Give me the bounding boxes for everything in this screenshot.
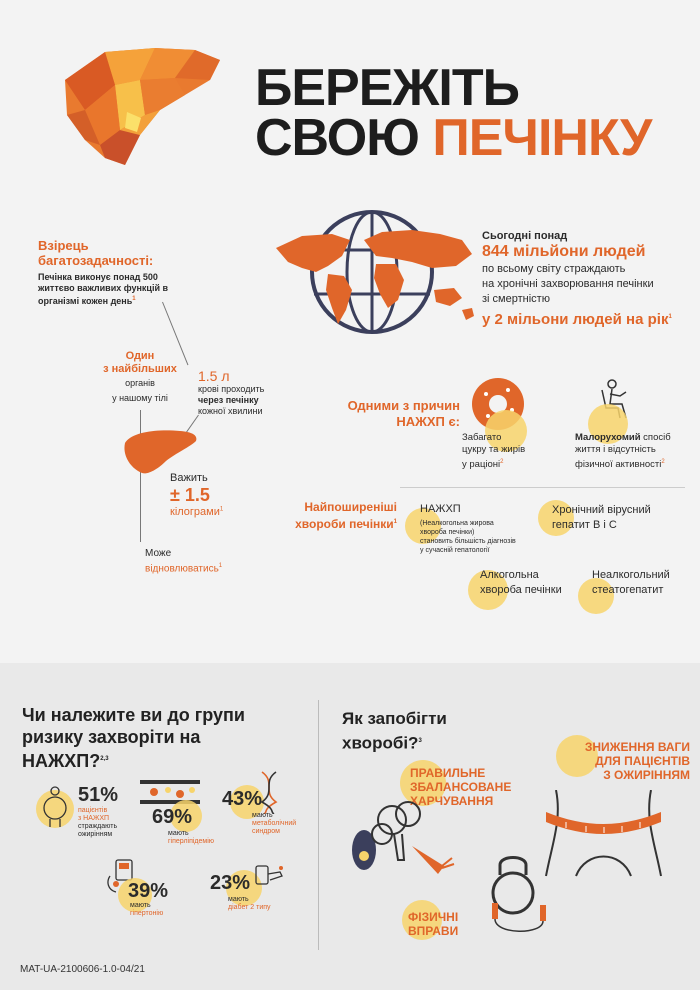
exercise-line-2: ВПРАВИ [408, 924, 459, 938]
world-line-6-text: у 2 мільони людей на рік [482, 311, 669, 328]
risk-title-1: Чи належите ви до групи [22, 705, 245, 725]
model-block [38, 238, 208, 307]
prevent-title-2-text: хворобі? [342, 733, 419, 753]
stat1-text [78, 807, 117, 839]
risk-title-block [22, 704, 312, 772]
diseases-title-2-text: хвороби печінки [295, 517, 394, 531]
weight-value: ± 1.5 [170, 485, 210, 505]
stat4-value: 39% [128, 880, 169, 902]
prevent-ref: 3 [418, 738, 422, 744]
stat4-text [130, 902, 163, 918]
world-line-1: Сьогодні понад [482, 230, 568, 242]
stat5-value: 23% [210, 872, 251, 894]
sugar-cause [462, 432, 552, 471]
vegetables-icon [342, 800, 462, 880]
stat4-text-2: гіпертонію [130, 910, 164, 917]
nafld-block [420, 502, 540, 555]
alcohol-line-1: Алкогольна [480, 569, 539, 581]
blood-line-3: кожної хвилини [198, 406, 263, 416]
risk-ref: 2,3 [100, 756, 109, 762]
weight-label: Важить [170, 472, 208, 484]
stat1-text-1: пацієнтів [78, 807, 108, 814]
exercise-label [408, 910, 458, 938]
risk-title-3 [22, 748, 312, 772]
world-line-5: зі смертністю [482, 293, 550, 305]
model-text-1: Печінка виконує понад 500 [38, 272, 158, 282]
title-word-pechinku: ПЕЧІНКУ [432, 109, 652, 167]
regen-block [145, 548, 265, 575]
nafld-desc-1: (Неалкогольна жирова [420, 520, 494, 527]
stat3-text [252, 812, 296, 836]
inactive-line-3-text: фізичної активності [575, 459, 662, 471]
diseases-ref: 1 [393, 519, 397, 525]
weight-unit-text: кілограми [170, 506, 220, 518]
diet-line-1: ПРАВИЛЬНЕ [410, 766, 486, 780]
title-line-1: БЕРЕЖІТЬ [255, 59, 520, 117]
prevent-title-2 [342, 730, 542, 755]
liver-logo-icon [45, 40, 230, 170]
inactive-line-1 [575, 432, 695, 444]
world-line-6 [482, 307, 697, 330]
largest-line-2: з найбільших [103, 363, 177, 375]
hepatitis-line-1: Хронічний вірусний [552, 504, 651, 516]
nafld-desc-3: становить більшість діагнозів [420, 538, 516, 545]
kettlebell-icon [478, 855, 568, 935]
inactive-line-2: життя і відсутність [575, 444, 656, 455]
stat2-text-2: гіперліпідемію [168, 838, 215, 845]
model-text-3 [38, 294, 208, 307]
stat4-text-1: мають [130, 902, 151, 909]
weight-loss-line-2: ДЛЯ ПАЦІЄНТІВ [595, 754, 690, 768]
glucose-finger-icon [254, 862, 284, 888]
hepatitis-line-2: гепатит В і С [552, 519, 617, 531]
model-ref: 1 [132, 296, 136, 302]
sugar-line-2: цукру та жирів [462, 444, 526, 455]
model-title-2: багатозадачності: [38, 253, 154, 268]
sugar-line-1: Забагато [462, 432, 502, 443]
world-globe-icon [272, 210, 477, 335]
stat3-text-2: метаболічний [252, 820, 297, 827]
weight-loss-label [560, 740, 690, 782]
regen-line-2 [145, 560, 265, 575]
bottom-divider [318, 700, 319, 950]
stat5-text-1: мають [228, 896, 249, 903]
diet-line-3: ХАРЧУВАННЯ [410, 794, 494, 808]
world-stats-block [482, 230, 697, 330]
stat3-value: 43% [222, 788, 263, 810]
stat2-text-1: мають [168, 830, 189, 837]
sugar-line-3 [462, 456, 552, 471]
obese-person-icon [40, 786, 70, 828]
weight-ref: 1 [219, 506, 224, 513]
alcohol-block [480, 568, 590, 598]
sugar-ref: 2 [500, 459, 504, 465]
inactive-line-1a: Малорухомий [575, 432, 641, 443]
blood-line-1: крові проходить [198, 384, 265, 394]
regen-ref: 1 [218, 563, 223, 569]
nash-line-2: стеатогепатит [592, 584, 664, 596]
nafld-title: НАЖХП [420, 503, 461, 515]
diet-line-2: ЗБАЛАНСОВАНЕ [410, 780, 512, 794]
stat1-text-3: страждають [78, 823, 118, 830]
largest-line-1: Один [125, 350, 155, 362]
stat2-text [168, 830, 214, 846]
title-word-svoyu: СВОЮ [255, 109, 419, 167]
nafld-desc-2: хвороба печінки) [420, 529, 475, 536]
inactive-ref: 2 [661, 459, 665, 465]
inactive-line-1b: спосіб [640, 432, 671, 443]
hepatitis-block [552, 503, 692, 533]
stat1-value: 51% [78, 784, 119, 806]
blood-line-2: через печінку [198, 395, 259, 405]
weight-loss-line-1: ЗНИЖЕННЯ ВАГИ [584, 740, 690, 754]
stat3-text-1: мають [252, 812, 273, 819]
model-text-2: життєво важливих функцій в [38, 283, 169, 293]
largest-line-3: органів [125, 378, 155, 388]
blood-value: 1.5 л [198, 368, 230, 384]
blood-block [198, 368, 298, 417]
liver-icon [120, 425, 200, 477]
stat1-text-4: ожирінням [78, 831, 113, 838]
exercise-line-1: ФІЗИЧНІ [408, 910, 459, 924]
model-text-3-text: організмі кожен день [38, 296, 133, 306]
regen-line-2-text: відновлюватись [145, 563, 219, 575]
stat1-text-2: з НАЖХП [78, 815, 110, 822]
world-ref: 1 [668, 314, 672, 320]
world-line-3: по всьому світу страждають [482, 263, 626, 275]
prevent-title-1: Як запобігти [342, 709, 447, 728]
stat5-text-2: діабет 2 типу [228, 904, 271, 911]
largest-line-4: у нашому тілі [112, 393, 168, 403]
diseases-title-1: Найпоширеніші [304, 500, 397, 514]
causes-title-1: Одними з причин [347, 398, 460, 413]
prevent-title-block [342, 708, 542, 755]
risk-title-3-text: НАЖХП? [22, 751, 101, 771]
connector-line-4 [140, 470, 141, 542]
nafld-desc-4: у сучасній гепатології [420, 547, 490, 554]
world-line-4: на хронічні захворювання печінки [482, 278, 654, 290]
regen-line-1: Може [145, 548, 172, 559]
stat3-text-3: синдром [252, 828, 280, 835]
causes-title-2: НАЖХП є: [396, 414, 460, 429]
model-title-1: Взірець [38, 238, 89, 253]
footer-code: MAT-UA-2100606-1.0-04/21 [20, 964, 145, 975]
sugar-line-3-text: у раціоні [462, 459, 501, 471]
risk-title-2: ризику захворіти на [22, 727, 201, 747]
causes-title-block [300, 398, 460, 430]
largest-block [80, 350, 200, 406]
stat2-value: 69% [152, 806, 193, 828]
weight-loss-line-3: З ОЖИРІННЯМ [603, 768, 690, 782]
stat5-text [228, 896, 271, 912]
title-line-2 [255, 109, 652, 167]
nash-line-1: Неалкогольний [592, 569, 670, 581]
world-line-2: 844 мільйони людей [482, 243, 646, 260]
inactive-line-3 [575, 456, 695, 471]
inactive-cause [575, 432, 695, 471]
nash-block [592, 568, 697, 598]
diseases-title-block [262, 500, 397, 532]
alcohol-line-2: хвороба печінки [480, 584, 562, 596]
divider [400, 487, 685, 488]
diseases-title-2 [262, 515, 397, 532]
